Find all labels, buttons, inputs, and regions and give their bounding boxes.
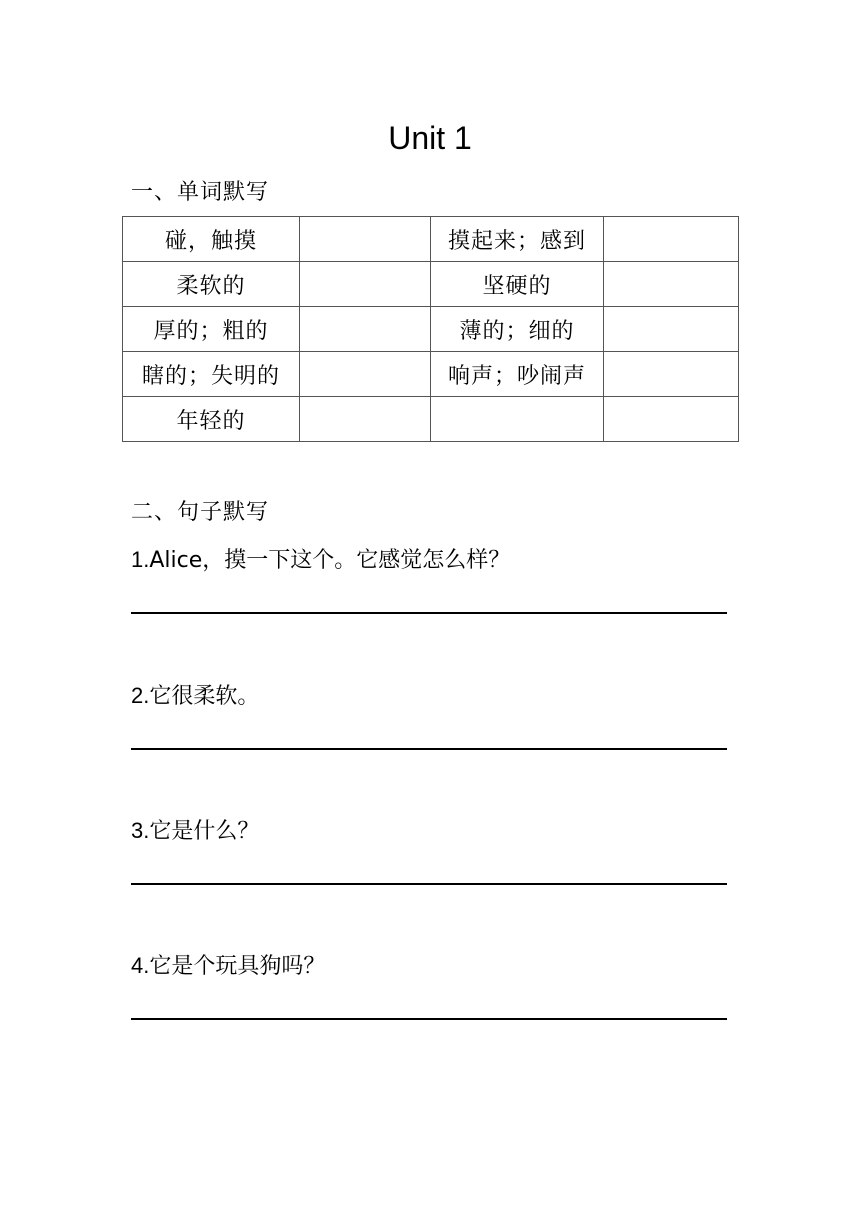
answer-cell[interactable] [604, 307, 739, 352]
sentence-text: 它很柔软。 [149, 684, 260, 709]
chinese-word-cell: 摸起来；感到 [431, 217, 604, 262]
answer-line[interactable] [131, 748, 727, 750]
answer-cell[interactable] [300, 397, 431, 442]
chinese-word-cell: 坚硬的 [431, 262, 604, 307]
sentence-prompt [131, 951, 727, 982]
answer-line[interactable] [131, 1018, 727, 1020]
sentence-item [131, 816, 727, 885]
vocabulary-table [122, 216, 739, 442]
table-row [123, 397, 739, 442]
answer-cell[interactable] [604, 217, 739, 262]
sentence-number: 1. [131, 547, 150, 572]
sentence-text: 它是什么？ [149, 819, 260, 844]
answer-line[interactable] [131, 883, 727, 885]
table-row [123, 307, 739, 352]
table-row [123, 352, 739, 397]
chinese-word-cell: 瞎的；失明的 [123, 352, 300, 397]
sentence-text: 它是个玩具狗吗？ [149, 954, 326, 979]
sentence-item [131, 951, 727, 1020]
word-dictation-heading: 一、单词默写 [131, 180, 270, 205]
sentence-dictation-heading: 二、句子默写 [131, 500, 270, 525]
sentence-text: Alice，摸一下这个。它感觉怎么样？ [149, 548, 511, 573]
answer-cell[interactable] [300, 352, 431, 397]
answer-cell[interactable] [604, 397, 739, 442]
sentence-item [131, 681, 727, 750]
chinese-word-cell [431, 397, 604, 442]
chinese-word-cell: 薄的；细的 [431, 307, 604, 352]
chinese-word-cell: 碰，触摸 [123, 217, 300, 262]
chinese-word-cell: 年轻的 [123, 397, 300, 442]
sentence-item [131, 545, 727, 614]
chinese-word-cell: 柔软的 [123, 262, 300, 307]
answer-line[interactable] [131, 612, 727, 614]
sentence-prompt [131, 816, 727, 847]
answer-cell[interactable] [300, 307, 431, 352]
sentence-number: 4. [131, 953, 150, 978]
table-row [123, 262, 739, 307]
answer-cell[interactable] [300, 262, 431, 307]
worksheet-title: Unit 1 [388, 120, 472, 156]
sentence-prompt [131, 681, 727, 712]
chinese-word-cell: 厚的；粗的 [123, 307, 300, 352]
sentence-number: 2. [131, 683, 150, 708]
sentence-prompt [131, 545, 727, 576]
answer-cell[interactable] [604, 352, 739, 397]
sentence-number: 3. [131, 818, 150, 843]
table-row [123, 217, 739, 262]
answer-cell[interactable] [300, 217, 431, 262]
chinese-word-cell: 响声；吵闹声 [431, 352, 604, 397]
answer-cell[interactable] [604, 262, 739, 307]
